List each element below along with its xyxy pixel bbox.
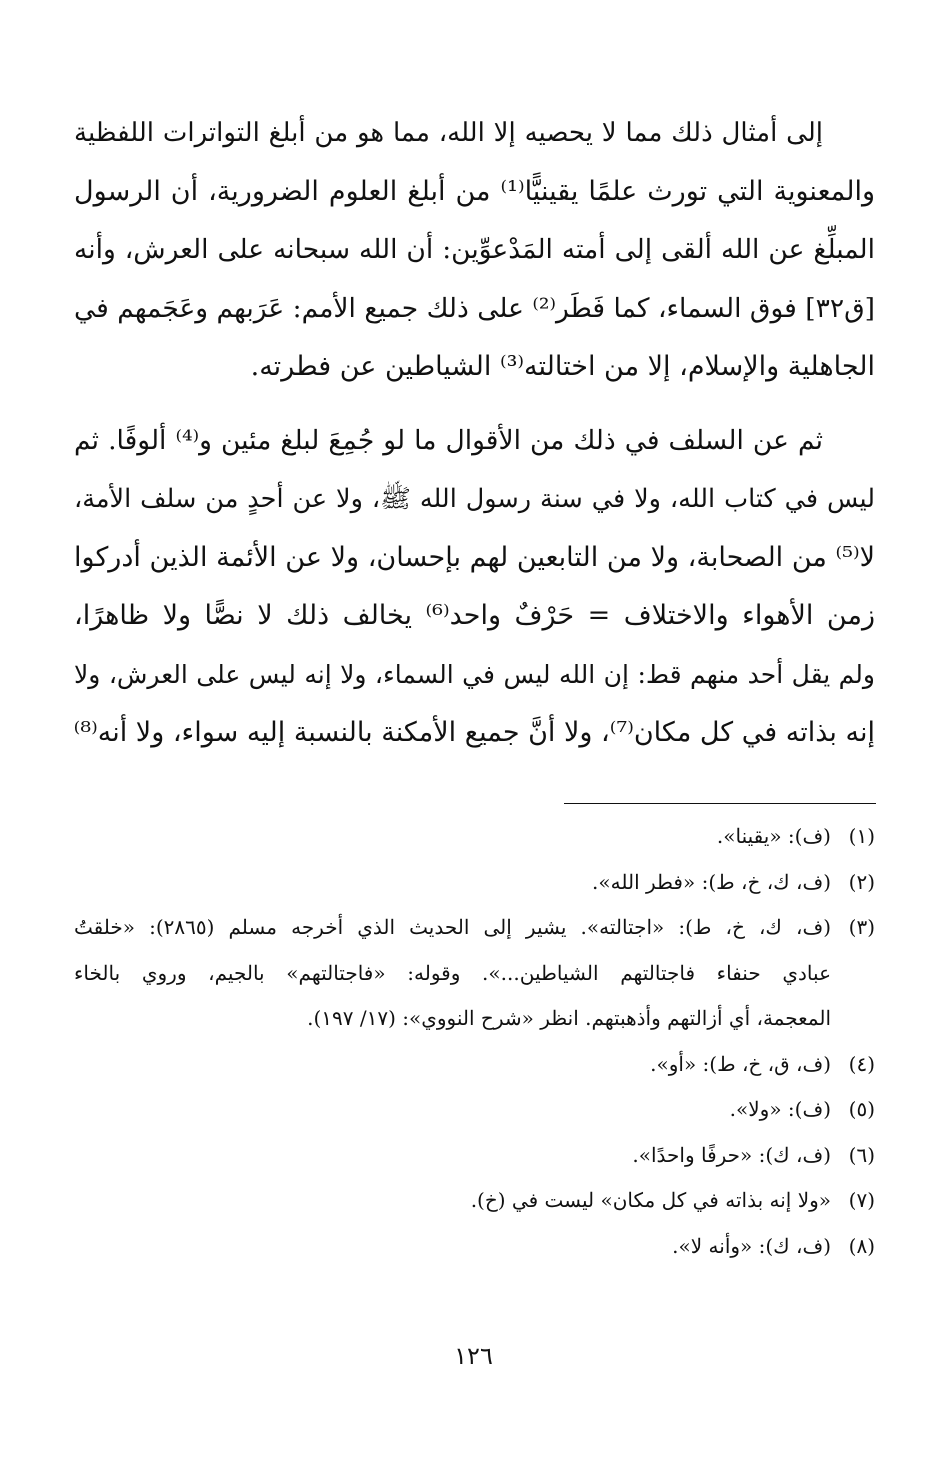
footnote-7 [74,1178,875,1224]
body-line: ليس في كتاب الله، ولا في سنة رسول الله ﷺ، ولا عن أحدٍ من سلف الأمة، [74,484,875,514]
body-line: إلى أمثال ذلك مما لا يحصيه إلا الله، مما هو من أبلغ التواترات اللفظية [74,118,823,148]
footnote-number: (٣) [848,915,875,939]
body-line: لا⁽⁵⁾ من الصحابة، ولا من التابعين لهم بإحسان، ولا عن الأئمة الذين أدركوا [74,541,875,573]
footnote-text: (ف): «يقينا». [716,824,831,848]
body-line: إنه بذاته في كل مكان⁽⁷⁾، ولا أنَّ جميع الأمكنة بالنسبة إليه سواء، ولا أنه⁽⁸⁾ [73,717,875,748]
main-text [74,104,875,763]
footnote-5 [74,1087,875,1133]
footnote-4 [74,1042,875,1088]
footnote-text: (ف): «ولا». [729,1097,831,1121]
paragraph-gap [74,397,875,412]
footnote-2 [74,860,875,906]
footnote-text: (ف، ك، خ، ط): «فطر الله». [592,869,831,894]
footnote-separator [564,803,876,804]
body-line: ثم عن السلف في ذلك من الأقوال ما لو جُمِعَ لبلغ مئين و⁽⁴⁾ ألوفًا. ثم [74,424,823,456]
body-line: المبلِّغ عن الله ألقى إلى أمته المَدْعوِّين: أن الله سبحانه على العرش، وأنه [74,234,875,265]
body-line: ولم يقل أحد منهم قط: إن الله ليس في السماء، ولا إنه ليس على العرش، ولا [74,659,875,689]
footnote-8 [74,1224,875,1270]
body-line: الجاهلية والإسلام، إلا من اختالته⁽³⁾ الشياطين عن فطرته. [250,351,875,382]
footnotes [74,814,875,1269]
page-number: ١٢٦ [454,1342,493,1370]
footnote-3-continuation: عبادي حنفاء فاجتالتهم الشياطين...». وقوله: «فاجتالتهم» بالجيم، وروي بالخاء [74,960,831,985]
footnote-number: (٥) [848,1097,875,1121]
footnote-number: (٢) [848,869,875,894]
footnote-3 [74,905,875,951]
body-line: زمن الأهواء والاختلاف = حَرْفٌ واحد⁽⁶⁾ يخالف ذلك لا نصًّا ولا ظاهرًا، [74,600,875,631]
body-line: والمعنوية التي تورث علمًا يقينيًّا⁽¹⁾ من أبلغ العلوم الضرورية، أن الرسول [74,175,875,207]
footnote-3-continuation: المعجمة، أي أزالتهم وأذهبتهم. انظر «شرح النووي»: (١٧/ ١٩٧). [307,1006,831,1030]
footnote-text: (ف، ق، خ، ط): «أو». [650,1051,831,1076]
footnote-text: (ف، ك، خ، ط): «اجتالته». يشير إلى الحديث الذي أخرجه مسلم (٢٨٦٥): «خلقتُ [74,915,831,939]
footnote-text: (ف، ك): «وأنه لا». [672,1233,831,1258]
footnote-number: (٤) [848,1051,875,1076]
footnote-number: (٨) [848,1233,875,1258]
footnote-text: (ف، ك): «حرفًا واحدًا». [632,1142,831,1167]
footnote-1 [74,814,875,860]
footnote-number: (٦) [848,1142,875,1167]
footnote-number: (١) [848,824,875,848]
footnote-text: «ولا إنه بذاته في كل مكان» ليست في (خ). [470,1188,831,1212]
footnote-number: (٧) [848,1188,875,1212]
body-line: [ق٣٢] فوق السماء، كما فَطَر⁽²⁾ على ذلك جميع الأمم: عَرَبهم وعَجَمهم في [74,292,876,324]
footnote-6 [74,1133,875,1179]
